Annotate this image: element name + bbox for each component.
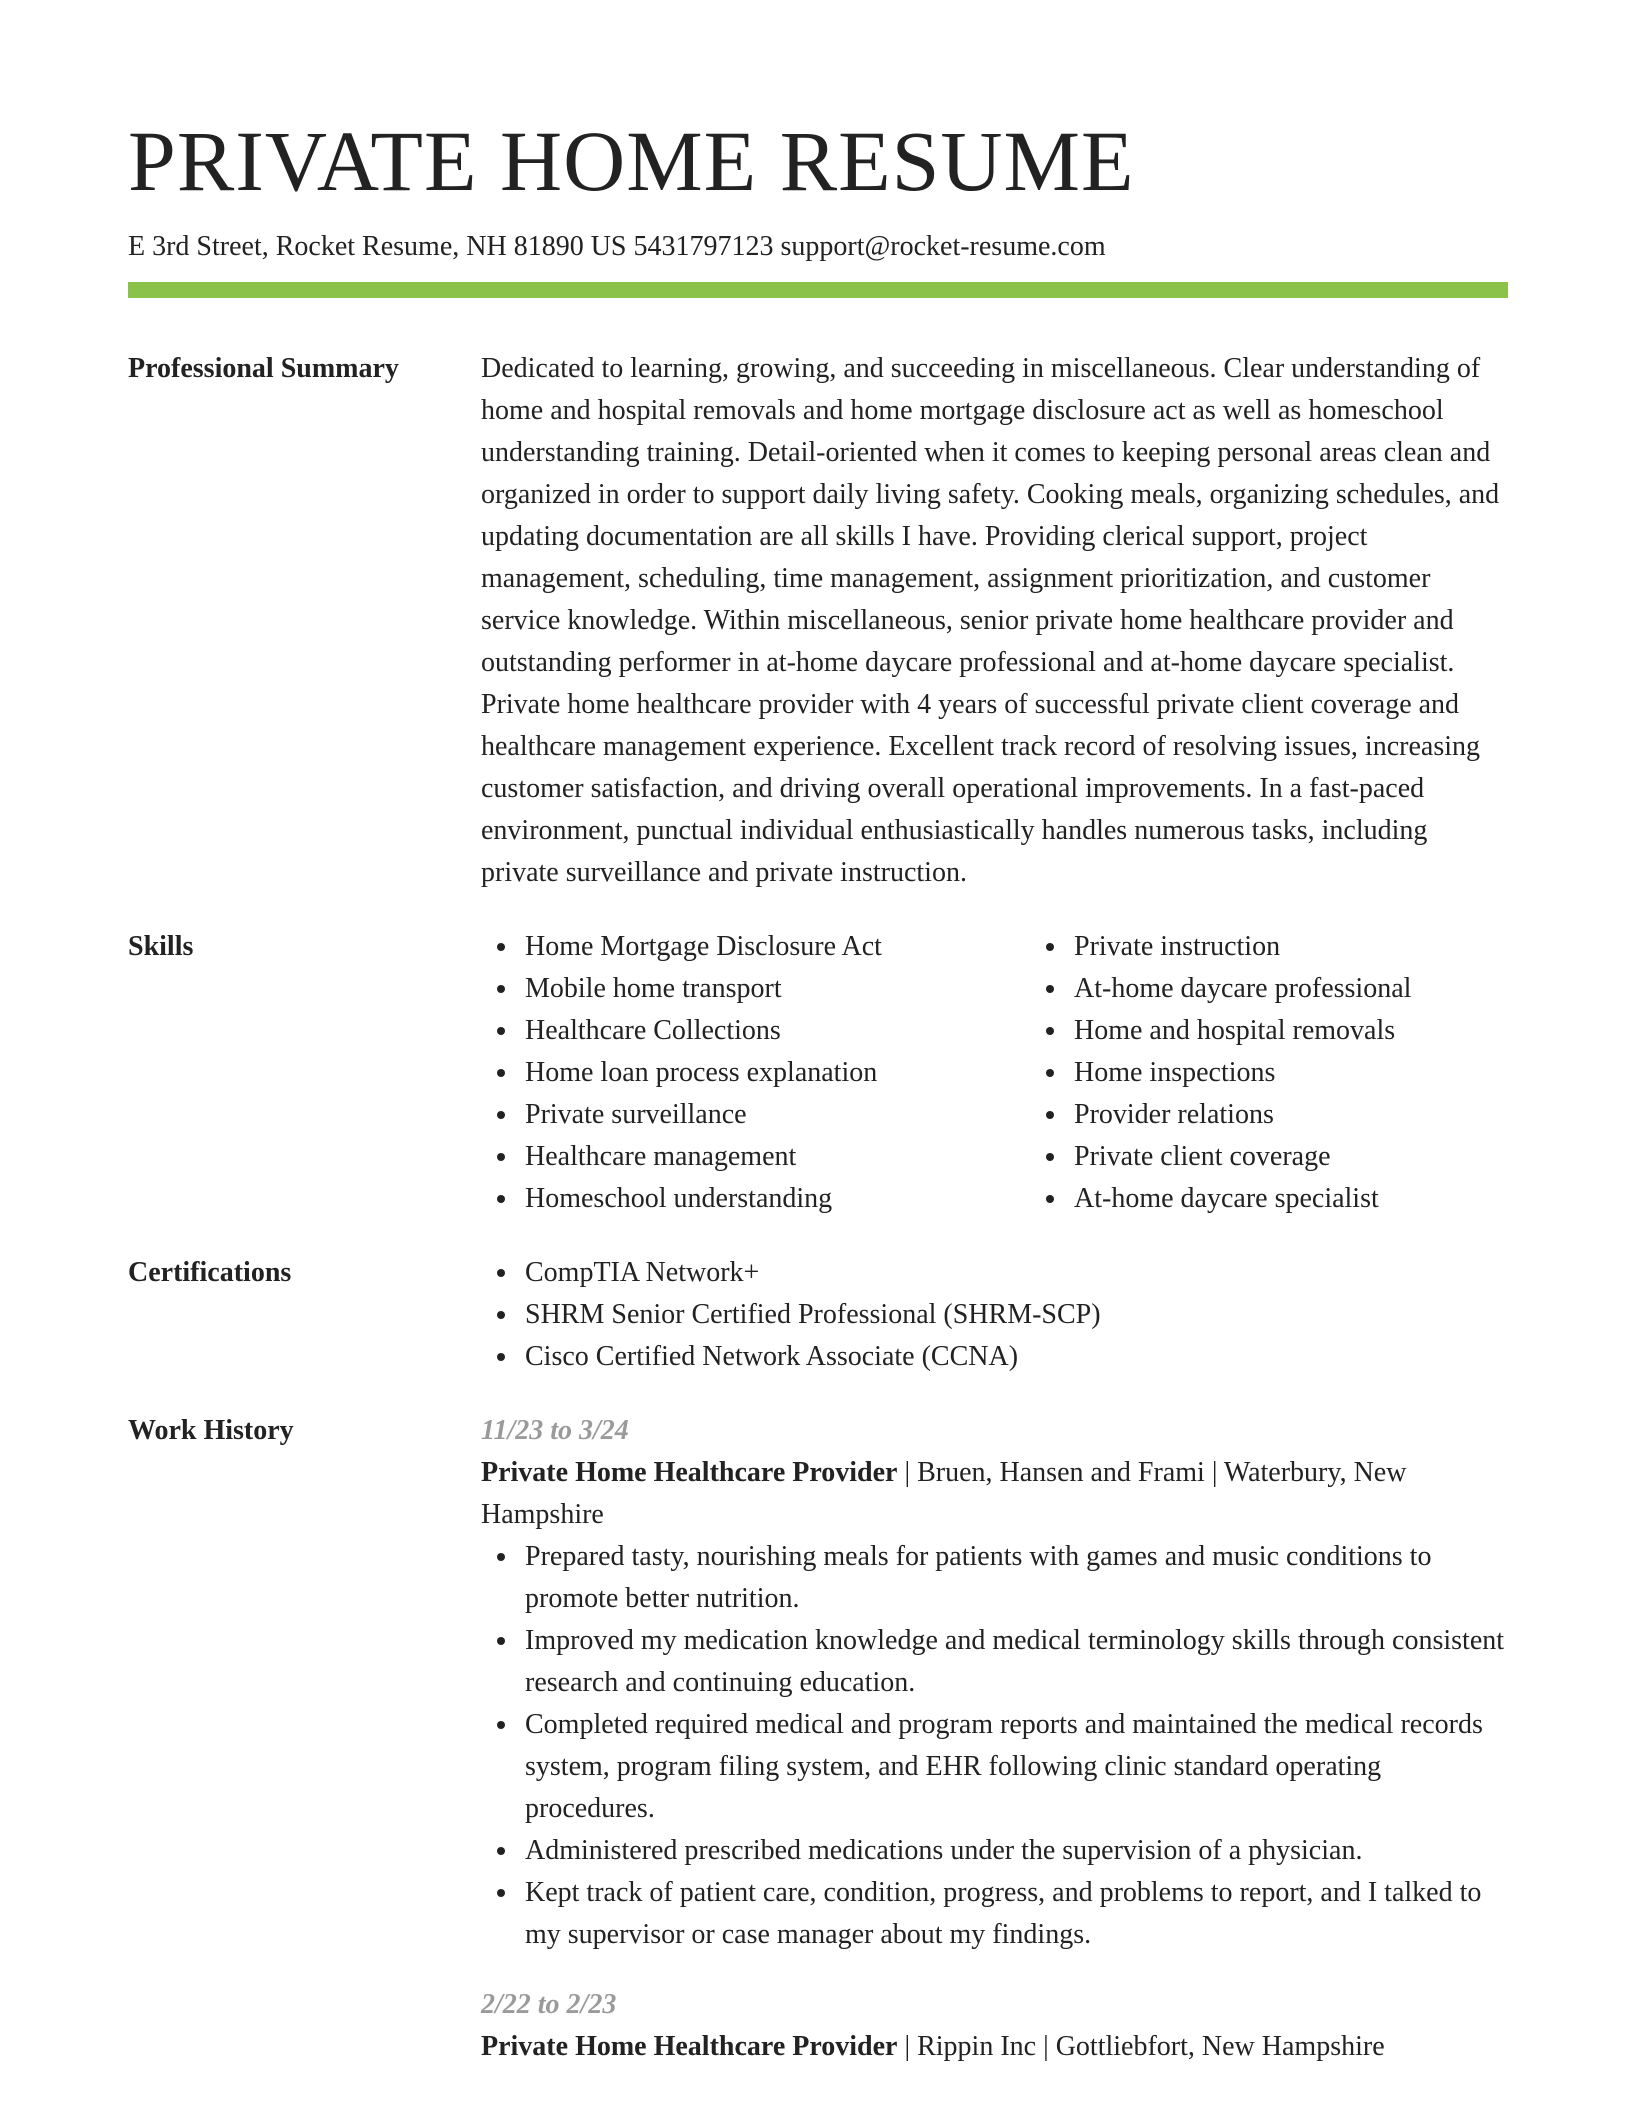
skills-heading: Skills <box>128 931 194 962</box>
skill-item: At-home daycare professional <box>1074 968 1508 1010</box>
accent-divider <box>128 282 1508 298</box>
skill-item: Healthcare management <box>525 1136 1030 1178</box>
job-duty-item: Administered prescribed medications under the supervision of a physician. <box>525 1830 1508 1872</box>
job-entry <box>481 1410 1508 1956</box>
summary-section <box>128 348 1508 894</box>
summary-heading: Professional Summary <box>128 353 399 384</box>
job-duties-list <box>481 1536 1508 1956</box>
skill-item: Home Mortgage Disclosure Act <box>525 926 1030 968</box>
skills-list-right <box>1030 926 1508 1220</box>
summary-text: Dedicated to learning, growing, and succeeding in miscellaneous. Clear understanding of home and hospital removals and home mortgage disclosure act as well as homeschool understanding training. Detail-oriented when it comes to keeping personal areas clean and organized in order to support daily living safety. Cooking meals, organizing schedules, and updating documentation are all skills I have. Providing clerical support, project management, scheduling, time management, assignment prioritization, and customer service knowledge. Within miscellaneous, senior private home healthcare provider and outstanding performer in at-home daycare professional and at-home daycare specialist. Private home healthcare provider with 4 years of successful private client coverage and healthcare management experience. Excellent track record of resolving issues, increasing customer satisfaction, and driving overall operational improvements. In a fast-paced environment, punctual individual enthusiastically handles numerous tasks, including private surveillance and private instruction. <box>481 353 1500 888</box>
job-title: Private Home Healthcare Provider <box>481 1457 898 1488</box>
job-duty-item: Completed required medical and program reports and maintained the medical records system, program filing system, and EHR following clinic standard operating procedures. <box>525 1704 1508 1830</box>
work-history-section <box>128 1410 1508 2068</box>
skill-item: Home loan process explanation <box>525 1052 1030 1094</box>
work-history-heading: Work History <box>128 1415 294 1446</box>
job-duty-item: Kept track of patient care, condition, progress, and problems to report, and I talked to my supervisor or case manager about my findings. <box>525 1872 1508 1956</box>
job-title-line <box>481 2026 1508 2068</box>
certifications-heading: Certifications <box>128 1257 292 1288</box>
job-title: Private Home Healthcare Provider <box>481 2031 898 2062</box>
skill-item: Private surveillance <box>525 1094 1030 1136</box>
skill-item: Homeschool understanding <box>525 1178 1030 1220</box>
skills-list-left <box>481 926 1030 1220</box>
certification-item: Cisco Certified Network Associate (CCNA) <box>525 1336 1508 1378</box>
job-duty-item: Prepared tasty, nourishing meals for patients with games and music conditions to promote better nutrition. <box>525 1536 1508 1620</box>
job-employer-location: | Rippin Inc | Gottliebfort, New Hampshire <box>897 2031 1385 2062</box>
skill-item: Private instruction <box>1074 926 1508 968</box>
skill-item: Home inspections <box>1074 1052 1508 1094</box>
certification-item: SHRM Senior Certified Professional (SHRM-SCP) <box>525 1294 1508 1336</box>
certifications-section <box>128 1252 1508 1378</box>
contact-line: E 3rd Street, Rocket Resume, NH 81890 US 5431797123 support@rocket-resume.com <box>128 231 1106 262</box>
job-employer-location: | Bruen, Hansen and Frami | Waterbury, New Hampshire <box>481 1457 1407 1530</box>
skill-item: At-home daycare specialist <box>1074 1178 1508 1220</box>
resume-title: PRIVATE HOME RESUME <box>128 113 1135 209</box>
skill-item: Home and hospital removals <box>1074 1010 1508 1052</box>
certification-item: CompTIA Network+ <box>525 1252 1508 1294</box>
job-entry <box>481 1984 1508 2068</box>
skill-item: Mobile home transport <box>525 968 1030 1010</box>
skills-section <box>128 926 1508 1220</box>
certifications-list <box>481 1252 1508 1378</box>
job-title-line <box>481 1452 1508 1536</box>
skill-item: Healthcare Collections <box>525 1010 1030 1052</box>
skill-item: Private client coverage <box>1074 1136 1508 1178</box>
job-dates: 11/23 to 3/24 <box>481 1415 629 1446</box>
job-dates: 2/22 to 2/23 <box>481 1989 617 2020</box>
certifications-body <box>481 1252 1508 1378</box>
skills-grid <box>481 926 1508 1220</box>
skill-item: Provider relations <box>1074 1094 1508 1136</box>
work-history-body <box>481 1410 1508 2068</box>
job-duty-item: Improved my medication knowledge and medical terminology skills through consistent research and continuing education. <box>525 1620 1508 1704</box>
resume-page <box>128 113 1508 2068</box>
